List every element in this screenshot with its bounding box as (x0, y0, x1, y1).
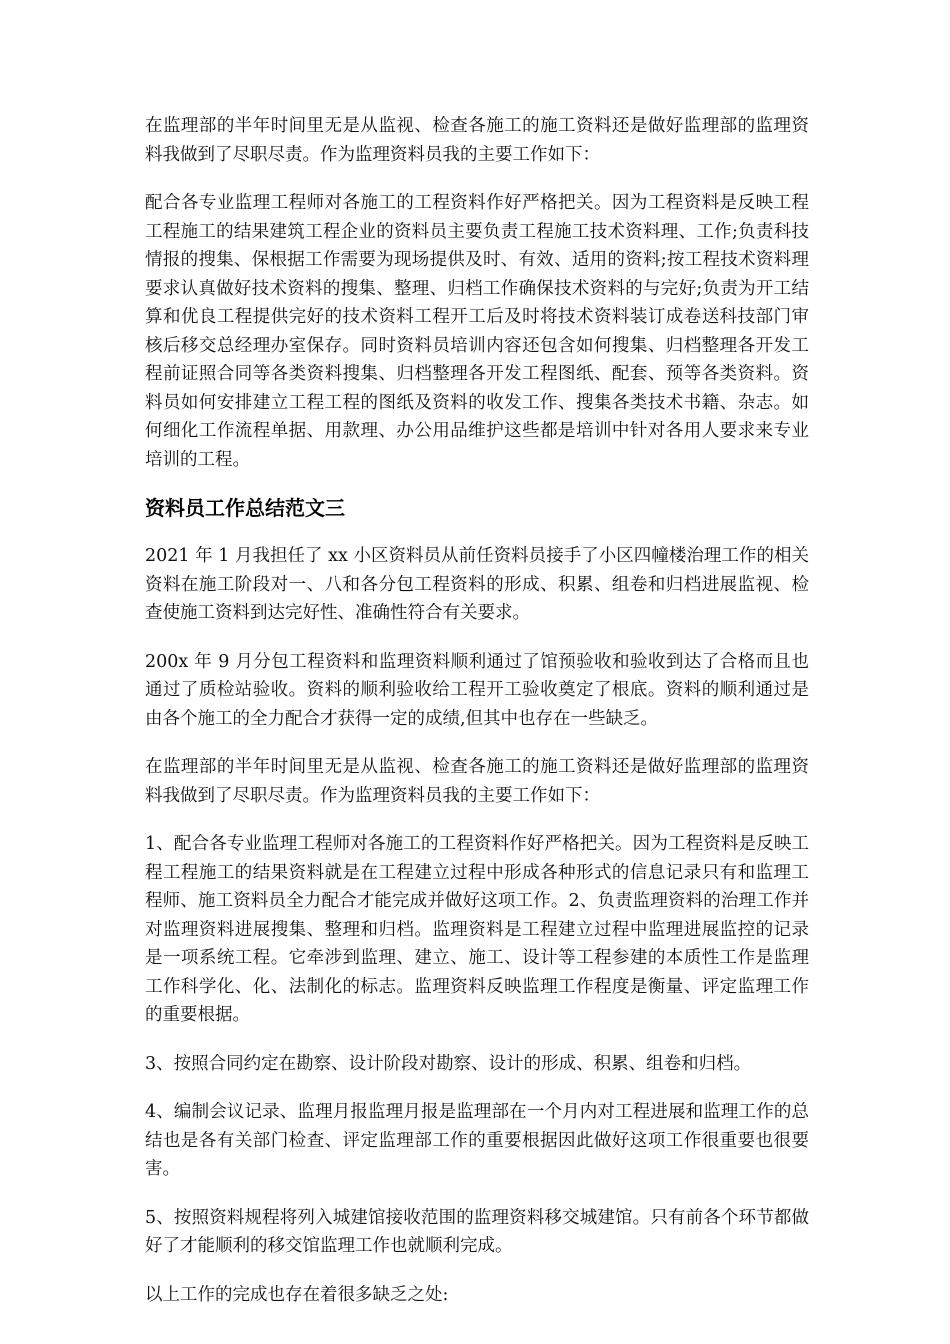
paragraph: 3、按照合同约定在勘察、设计阶段对勘察、设计的形成、积累、组卷和归档。 (145, 1053, 752, 1074)
paragraph: 1、配合各专业监理工程师对各施工的工程资料作好严格把关。因为工程资料是反映工程工程施工的结果资料就是在工程建立过程中形成各种形式的信息记录只有和监理工程师、施工资料员全力配合才能完成并做好这项工作。2、负责监理资料的治理工作并对监理资料进展搜集、整理和归档。监理资料是工程建立过程中监理进展监控的记录是一项系统工程。它牵涉到监理、建立、施工、设计等工程参建的本质性工作是监理工作科学化、化、法制化的标志。监理资料反映监理工作程度是衡量、评定监理工作的重要根据。 (145, 834, 809, 1025)
section-heading: 资料员工作总结范文三 (145, 496, 345, 520)
paragraph: 5、按照资料规程将列入城建馆接收范围的监理资料移交城建馆。只有前各个环节都做好了才能顺利的移交馆监理工作也就顺利完成。 (145, 1207, 809, 1256)
paragraph: 配合各专业监理工程师对各施工的工程资料作好严格把关。因为工程资料是反映工程工程施工的结果建筑工程企业的资料员主要负责工程施工技术资料理、工作;负责科技情报的搜集、保根据工作需要为现场提供及时、有效、适用的资料;按工程技术资料理要求认真做好技术资料的搜集、整理、归档工作确保技术资料的与完好;负责为开工结算和优良工程提供完好的技术资料工程开工后及时将技术资料装订成卷送科技部门审核后移交总经理办室保存。同时资料员培训内容还包含如何搜集、归档整理各开发工程前证照合同等各类资料搜集、归档整理各开发工程图纸、配套、预等各类资料。资料员如何安排建立工程工程的图纸及资料的收发工作、搜集各类技术书籍、杂志。如何细化工作流程单据、用款理、办公用品维护这些都是培训中针对各用人要求来专业培训的工程。 (145, 193, 809, 470)
paragraph: 在监理部的半年时间里无是从监视、检查各施工的施工资料还是做好监理部的监理资料我做到了尽职尽责。作为监理资料员我的主要工作如下： (145, 116, 809, 165)
paragraph: 在监理部的半年时间里无是从监视、检查各施工的施工资料还是做好监理部的监理资料我做到了尽职尽责。作为监理资料员我的主要工作如下： (145, 757, 809, 806)
paragraph: 200x 年 9 月分包工程资料和监理资料顺利通过了馆预验收和验收到达了合格而且也通过了质检站验收。资料的顺利验收给工程开工验收奠定了根底。资料的顺利通过是由各个施工的全力配合才获得一定的成绩,但其中也存在一些缺乏。 (145, 651, 809, 729)
document-body (145, 112, 809, 1329)
paragraph: 4、编制会议记录、监理月报监理月报是监理部在一个月内对工程进展和监理工作的总结也是各有关部门检查、评定监理部工作的重要根据因此做好这项工作很重要也很要害。 (145, 1102, 809, 1179)
paragraph: 以上工作的完成也存在着很多缺乏之处: (145, 1284, 449, 1305)
paragraph: 2021 年 1 月我担任了 xx 小区资料员从前任资料员接手了小区四幢楼治理工作的相关资料在施工阶段对一、八和各分包工程资料的形成、积累、组卷和归档进展监视、检查使施工资料到达完好性、准确性符合有关要求。 (145, 546, 809, 623)
